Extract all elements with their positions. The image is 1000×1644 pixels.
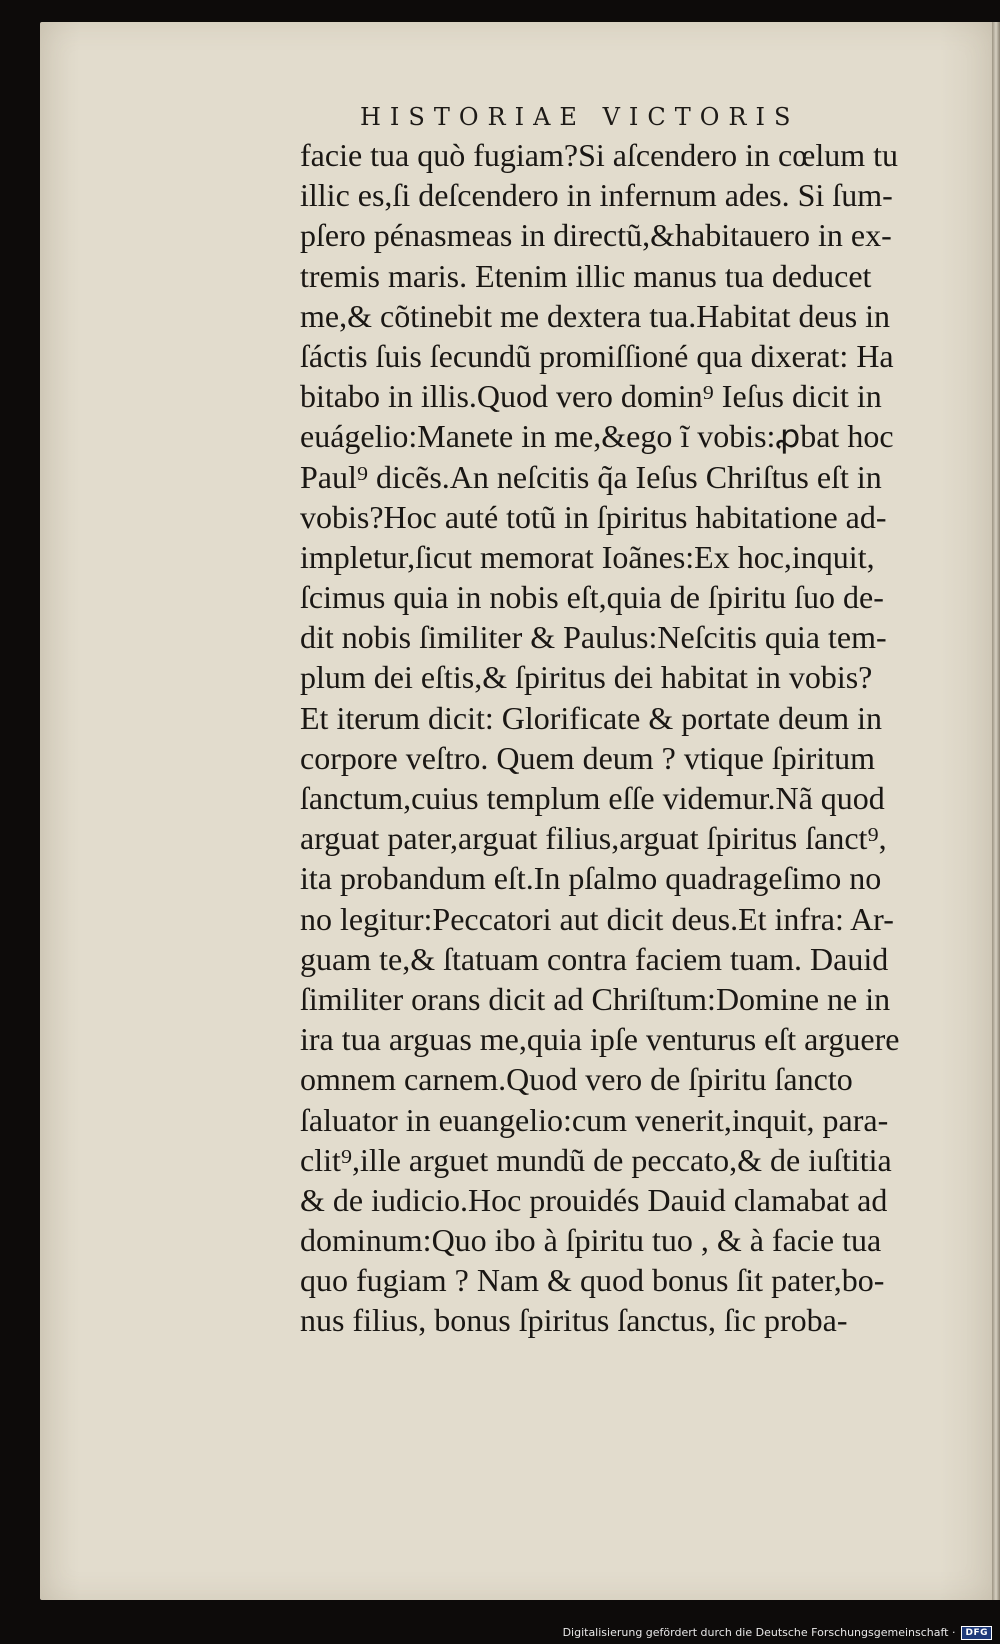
funding-credit: Digitalisierung gefördert durch die Deutsche Forschungsgemeinschaft · [562,1626,956,1639]
digitization-footer [563,1624,992,1641]
text-line: pſero pénasmeas in directũ,&habitauero in ex- [300,217,892,254]
text-line: ſaluator in euangelio:cum venerit,inquit, para- [300,1101,889,1138]
text-line: ſcimus quia in nobis eſt,quia de ſpiritu ſuo de- [300,579,884,616]
text-line: arguat pater,arguat filius,arguat ſpiritus ſanct⁹, [300,820,887,857]
text-line: Paul⁹ dicẽs.An neſcitis q̃a Ieſus Chriſtus eſt in [300,458,882,495]
text-line: dominum:Quo ibo à ſpiritu tuo , & à facie tua [300,1222,882,1259]
text-line: dit nobis ſimiliter & Paulus:Neſcitis quia tem- [300,619,887,656]
text-line: ſimiliter orans dicit ad Chriſtum:Domine ne in [300,980,891,1017]
text-line: corpore veſtro. Quem deum ? vtique ſpiritum [300,739,875,776]
text-line: tremis maris. Etenim illic manus tua deducet [300,257,872,294]
dfg-logo: DFG [961,1626,992,1640]
page-edge [992,22,1000,1600]
text-line: Et iterum dicit: Glorificate & portate deum in [300,699,883,736]
text-line: ſáctis ſuis ſecundũ promiſſioné qua dixerat: Ha [300,337,894,374]
text-line: omnem carnem.Quod vero de ſpiritu ſancto [300,1061,853,1098]
running-head: HISTORIAE VICTORIS [360,103,800,131]
text-line: impletur,ſicut memorat Ioãnes:Ex hoc,inquit, [300,538,875,575]
text-line: ſanctum,cuius templum eſſe videmur.Nã quod [300,780,885,816]
text-line: clit⁹,ille arguet mundũ de peccato,& de iuſtitia [300,1141,892,1178]
text-line: facie tua quò fugiam?Si aſcendero in cœlum tu [300,137,899,173]
text-line: plum dei eſtis,& ſpiritus dei habitat in vobis? [300,659,873,696]
text-line: illic es,ſi deſcendero in infernum ades. Si ſum- [300,177,893,214]
text-line: guam te,& ſtatuam contra faciem tuam. Dauid [300,940,889,977]
text-line: bitabo in illis.Quod vero domin⁹ Ieſus dicit in [300,378,882,415]
text-line: quo fugiam ? Nam & quod bonus ſit pater,bo- [300,1262,885,1299]
text-line: euágelio:Manete in me,&ego ĩ vobis:ꝓbat hoc [300,418,894,455]
text-line: ita probandum eſt.In pſalmo quadrageſimo no [300,860,882,897]
text-line: & de iudicio.Hoc prouidés Dauid clamabat ad [300,1181,888,1218]
text-line: no legitur:Peccatori aut dicit deus.Et infra: Ar- [300,900,894,937]
text-line: me,& cõtinebit me dextera tua.Habitat deus in [300,297,891,334]
text-line: vobis?Hoc auté totũ in ſpiritus habitatione ad- [300,498,887,535]
text-line: nus filius, bonus ſpiritus ſanctus, ſic proba- [300,1302,848,1339]
text-block [300,135,965,1341]
text-line: ira tua arguas me,quia ipſe venturus eſt arguere [300,1021,900,1058]
